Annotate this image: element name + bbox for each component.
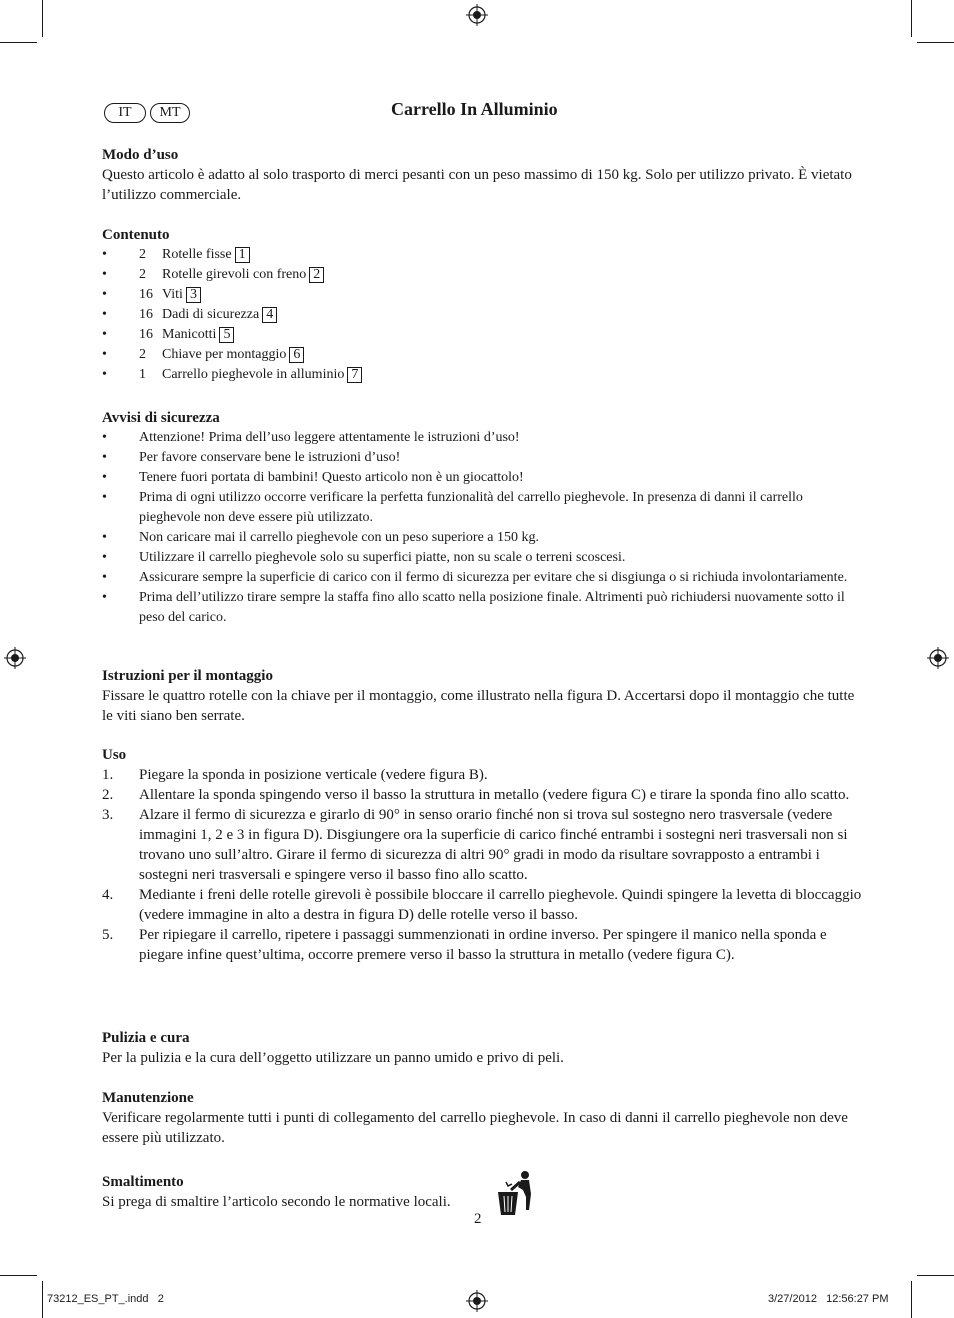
list-item	[102, 345, 862, 365]
item-text: Per favore conservare bene le istruzioni d’uso!	[139, 450, 401, 465]
list-item	[102, 325, 862, 345]
item-reference: 6	[289, 347, 304, 363]
item-reference: 1	[235, 247, 250, 263]
step-text: Per ripiegare il carrello, ripetere i passaggi summenzionati in ordine inverso. Per spingere il manico nella sponda e piegare infine quest’ultima, occorre premere verso il basso la struttura in metallo (vedere figura C).	[139, 927, 827, 963]
section-heading: Manutenzione	[102, 1090, 194, 1106]
bullet: •	[102, 490, 107, 505]
section-heading: Pulizia e cura	[102, 1030, 190, 1046]
list-item	[102, 568, 862, 588]
step-number: 3.	[102, 807, 114, 823]
step-item	[102, 885, 862, 925]
bullet: •	[102, 450, 107, 465]
bullet: •	[102, 327, 107, 342]
section-heading: Contenuto	[102, 227, 170, 243]
crop-mark	[917, 1275, 954, 1276]
list-item	[102, 468, 862, 488]
list-item	[102, 488, 862, 528]
list-item	[102, 448, 862, 468]
crop-mark	[917, 42, 954, 43]
bullet: •	[102, 530, 107, 545]
step-item	[102, 785, 862, 805]
step-item	[102, 765, 862, 785]
page-number: 2	[474, 1211, 482, 1227]
item-text: Tenere fuori portata di bambini! Questo articolo non è un giocattolo!	[139, 470, 524, 485]
safety-section	[102, 408, 862, 628]
bullet: •	[102, 247, 107, 262]
item-name: Chiave per montaggio	[162, 347, 287, 362]
item-text: Prima di ogni utilizzo occorre verificare la perfetta funzionalità del carrello pieghevole. In presenza di danni il carrello pieghevole non deve essere più utilizzato.	[139, 490, 803, 525]
step-text: Alzare il fermo di sicurezza e girarlo di 90° in senso orario finché non si trova sul sostegno nero trasversale (vedere immagini 1, 2 e 3 in figura D). Disgiungere ora la superficie di carico finché entrambi i sostegni neri trasversali non si trovano uno sull’altro. Girare il fermo di sicurezza di altri 90° gradi in modo da risultare sovrapposto a entrambi i sostegni neri trasversali e spingere verso il basso fino allo scatto.	[139, 807, 848, 883]
item-text: Assicurare sempre la superficie di carico con il fermo di sicurezza per evitare che si disgiunga o si richiuda involontariamente.	[139, 570, 848, 585]
crop-mark	[911, 0, 912, 37]
bullet: •	[102, 287, 107, 302]
item-quantity: 2	[139, 247, 146, 262]
step-number: 4.	[102, 887, 114, 903]
bullet: •	[102, 267, 107, 282]
item-text: Prima dell’utilizzo tirare sempre la staffa fino allo scatto nella posizione finale. Altrimenti può richiudersi nuovamente sotto il peso del carico.	[139, 590, 845, 625]
item-quantity: 2	[139, 347, 146, 362]
section-text: Si prega di smaltire l’articolo secondo le normative locali.	[102, 1194, 451, 1210]
page-title: Carrello In Alluminio	[391, 99, 558, 119]
contents-section	[102, 225, 862, 385]
list-item	[102, 528, 862, 548]
slug-timestamp: 3/27/2012 12:56:27 PM	[768, 1293, 889, 1305]
registration-mark-icon	[4, 647, 26, 669]
crop-mark	[0, 1275, 37, 1276]
language-badge-mt: MT	[150, 103, 190, 123]
bullet: •	[102, 550, 107, 565]
crop-mark	[42, 0, 43, 37]
list-item	[102, 428, 862, 448]
bullet: •	[102, 570, 107, 585]
item-reference: 2	[309, 267, 324, 283]
item-name: Viti	[162, 287, 183, 302]
list-item	[102, 285, 862, 305]
list-item	[102, 548, 862, 568]
registration-mark-icon	[466, 4, 488, 26]
item-text: Utilizzare il carrello pieghevole solo su superfici piatte, non su scale o terreni scoscesi.	[139, 550, 626, 565]
item-name: Carrello pieghevole in alluminio	[162, 367, 345, 382]
item-text: Attenzione! Prima dell’uso leggere attentamente le istruzioni d’uso!	[139, 430, 520, 445]
item-name: Manicotti	[162, 327, 217, 342]
item-reference: 3	[186, 287, 201, 303]
step-text: Allentare la sponda spingendo verso il basso la struttura in metallo (vedere figura C) e tirare la sponda fino allo scatto.	[139, 787, 850, 803]
care-section	[102, 1028, 862, 1068]
item-reference: 7	[347, 367, 362, 383]
bullet: •	[102, 367, 107, 382]
bullet: •	[102, 347, 107, 362]
item-reference: 5	[219, 327, 234, 343]
item-name: Rotelle girevoli con freno	[162, 267, 307, 282]
step-text: Mediante i freni delle rotelle girevoli è possibile bloccare il carrello pieghevole. Quindi spingere la levetta di bloccaggio (vedere immagine in alto a destra in figura D) delle rotelle verso il basso.	[139, 887, 862, 923]
section-heading: Modo d’uso	[102, 147, 179, 163]
disposal-section	[102, 1172, 862, 1212]
registration-mark-icon	[466, 1290, 488, 1312]
use-section	[102, 745, 862, 965]
section-heading: Avvisi di sicurezza	[102, 410, 220, 426]
tidyman-icon	[496, 1170, 534, 1216]
usage-section	[102, 145, 862, 205]
section-heading: Smaltimento	[102, 1174, 184, 1190]
item-text: Non caricare mai il carrello pieghevole con un peso superiore a 150 kg.	[139, 530, 540, 545]
use-steps-list	[102, 765, 862, 965]
language-badge-it: IT	[104, 103, 146, 123]
item-quantity: 1	[139, 367, 146, 382]
assembly-section	[102, 666, 862, 726]
item-reference: 4	[262, 307, 277, 323]
list-item	[102, 588, 862, 628]
safety-list	[102, 428, 862, 628]
list-item	[102, 305, 862, 325]
section-text: Per la pulizia e la cura dell’oggetto utilizzare un panno umido e privo di peli.	[102, 1050, 564, 1066]
step-text: Piegare la sponda in posizione verticale (vedere figura B).	[139, 767, 488, 783]
list-item	[102, 265, 862, 285]
section-text: Fissare le quattro rotelle con la chiave per il montaggio, come illustrato nella figura D. Accertarsi dopo il montaggio che tutte le viti siano ben serrate.	[102, 688, 855, 724]
item-quantity: 2	[139, 267, 146, 282]
crop-mark	[42, 1281, 43, 1318]
step-number: 5.	[102, 927, 114, 943]
contents-list	[102, 245, 862, 385]
section-text: Verificare regolarmente tutti i punti di collegamento del carrello pieghevole. In caso di danni il carrello pieghevole non deve essere più utilizzato.	[102, 1110, 848, 1146]
step-item	[102, 805, 862, 885]
item-name: Rotelle fisse	[162, 247, 232, 262]
bullet: •	[102, 590, 107, 605]
step-number: 2.	[102, 787, 114, 803]
item-name: Dadi di sicurezza	[162, 307, 260, 322]
crop-mark	[0, 42, 37, 43]
slug-filename: 73212_ES_PT_.indd 2	[47, 1293, 164, 1305]
registration-mark-icon	[927, 647, 949, 669]
list-item	[102, 365, 862, 385]
step-number: 1.	[102, 767, 114, 783]
section-heading: Uso	[102, 747, 127, 763]
crop-mark	[911, 1281, 912, 1318]
step-item	[102, 925, 862, 965]
item-quantity: 16	[139, 307, 153, 322]
bullet: •	[102, 307, 107, 322]
item-quantity: 16	[139, 287, 153, 302]
list-item	[102, 245, 862, 265]
section-heading: Istruzioni per il montaggio	[102, 668, 273, 684]
bullet: •	[102, 430, 107, 445]
item-quantity: 16	[139, 327, 153, 342]
section-text: Questo articolo è adatto al solo trasporto di merci pesanti con un peso massimo di 150 kg. Solo per utilizzo privato. È vietato l’utilizzo commerciale.	[102, 167, 852, 203]
maintenance-section	[102, 1088, 862, 1148]
bullet: •	[102, 470, 107, 485]
